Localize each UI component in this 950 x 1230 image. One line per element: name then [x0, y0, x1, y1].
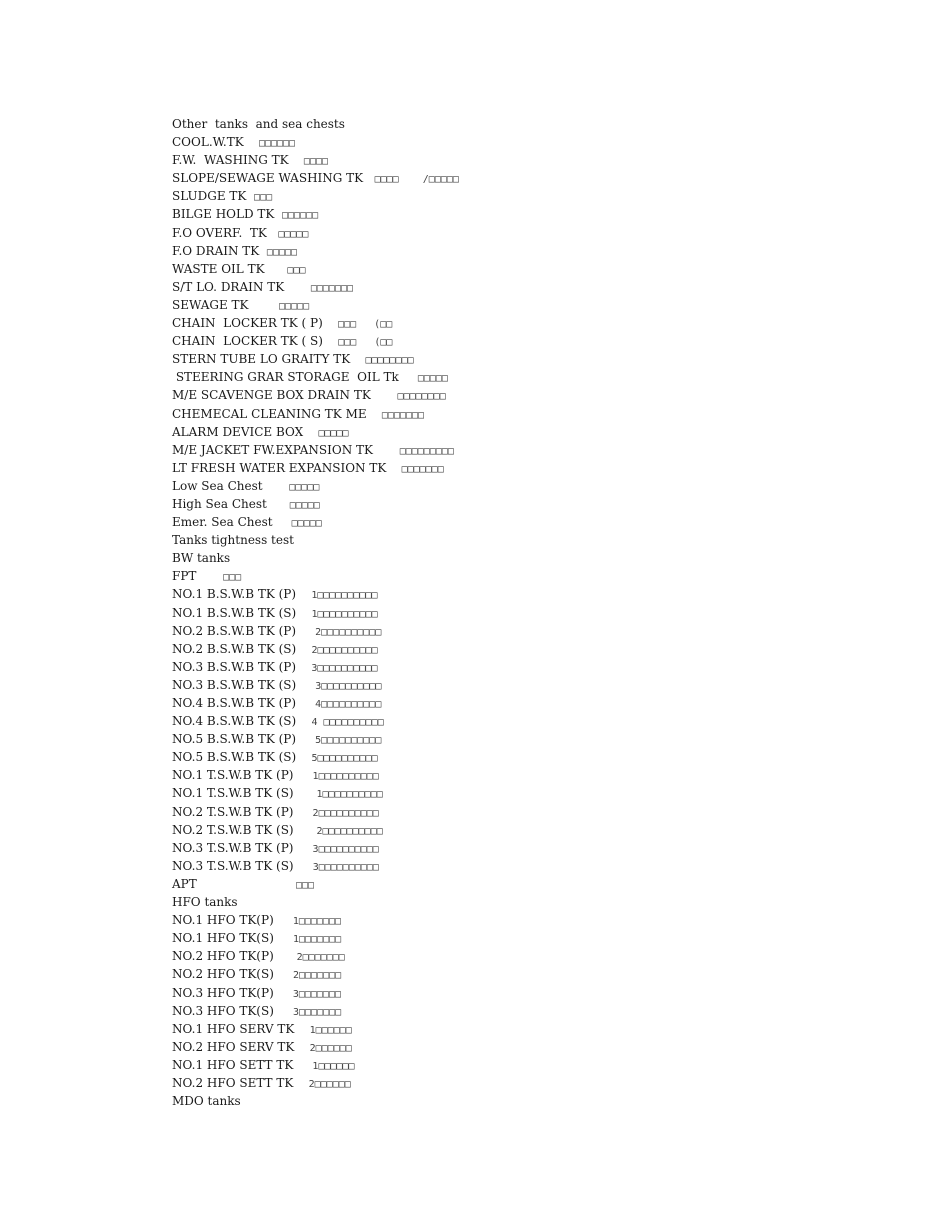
- tank-local-label: □□□□□: [278, 228, 309, 240]
- spacer: [296, 587, 311, 601]
- spacer: [367, 407, 382, 421]
- tank-local-label: □□□ (□□: [338, 319, 393, 331]
- tank-local-label: 1□□□□□□□: [292, 934, 342, 946]
- spacer: [296, 660, 311, 674]
- tank-row: [172, 839, 459, 857]
- tank-row: [172, 278, 459, 296]
- tank-local-label: 4□□□□□□□□□□: [315, 699, 382, 710]
- tank-local-label: 4 □□□□□□□□□□: [311, 717, 384, 729]
- tank-local-label: □□□□□: [266, 246, 298, 258]
- tank-name: NO.2 T.S.W.B TK (S): [172, 822, 294, 837]
- tank-local-label: □□□□□: [417, 373, 448, 385]
- tank-name: NO.2 B.S.W.B TK (P): [172, 623, 297, 638]
- spacer: [323, 334, 338, 348]
- tank-row: [172, 441, 459, 459]
- tank-name: CHEMECAL CLEANING TK ME: [172, 406, 367, 421]
- tank-local-label: □□□□□: [289, 499, 320, 511]
- tank-name: NO.3 T.S.W.B TK (S): [172, 858, 294, 873]
- tank-local-label: □□□□ /□□□□□: [374, 174, 459, 186]
- spacer: [399, 370, 418, 384]
- tank-local-label: 5□□□□□□□□□□: [311, 753, 378, 765]
- tank-name: BILGE HOLD TK: [172, 207, 275, 222]
- tank-name: NO.1 HFO TK(P): [172, 913, 274, 928]
- tank-local-label: □□□□□□: [258, 138, 296, 150]
- tank-local-label: 3□□□□□□□□□□: [312, 843, 379, 855]
- spacer: [296, 624, 315, 638]
- tank-name: NO.3 B.S.W.B TK (P): [172, 659, 297, 674]
- tank-name: COOL.W.TK: [172, 135, 244, 150]
- tank-row: [172, 766, 459, 784]
- tank-name: NO.1 HFO SETT TK: [172, 1057, 294, 1072]
- spacer: [293, 1058, 312, 1072]
- spacer: [303, 425, 318, 439]
- tank-local-label: □□□□□□□: [381, 409, 425, 421]
- spacer: [274, 1004, 293, 1018]
- tank-name: NO.1 B.S.W.B TK (S): [172, 605, 297, 620]
- tank-row: [172, 133, 459, 151]
- tank-row: [172, 929, 459, 947]
- tank-local-label: □□□□□□□□: [365, 355, 414, 367]
- tank-row: [172, 965, 459, 983]
- tank-row: [172, 187, 459, 205]
- tank-name: Emer. Sea Chest: [172, 515, 273, 530]
- tank-local-label: □□□□□□□□: [397, 391, 446, 403]
- spacer: [296, 696, 315, 710]
- spacer: [363, 171, 374, 185]
- tank-local-label: □□□ (□□: [338, 337, 393, 349]
- spacer: [274, 949, 297, 963]
- tank-name: LT FRESH WATER EXPANSION TK: [172, 460, 387, 475]
- spacer: [274, 913, 293, 927]
- spacer: [294, 859, 313, 873]
- tank-row: [172, 622, 459, 640]
- spacer: [386, 461, 401, 475]
- tank-name: NO.5 B.S.W.B TK (P): [172, 732, 297, 747]
- tank-local-label: 2□□□□□□□: [292, 970, 342, 982]
- spacer: [293, 1076, 308, 1090]
- tank-row: [172, 857, 459, 875]
- tank-row: [172, 784, 459, 802]
- spacer: [265, 262, 288, 276]
- section-heading: [172, 115, 459, 133]
- spacer: [294, 1022, 309, 1036]
- tank-row: [172, 1002, 459, 1020]
- tank-row: [172, 640, 459, 658]
- tank-name: F.O DRAIN TK: [172, 243, 260, 258]
- tank-name: NO.3 HFO TK(P): [172, 985, 274, 1000]
- spacer: [294, 823, 317, 837]
- tank-local-label: 3□□□□□□□: [292, 1006, 342, 1018]
- heading-text: MDO tanks: [172, 1094, 241, 1109]
- tank-name: High Sea Chest: [172, 496, 267, 511]
- tank-name: NO.2 HFO TK(P): [172, 949, 274, 964]
- spacer: [293, 841, 312, 855]
- tank-name: NO.1 T.S.W.B TK (S): [172, 786, 294, 801]
- spacer: [259, 244, 267, 258]
- spacer: [274, 986, 293, 1000]
- tank-list: [172, 115, 459, 1110]
- tank-local-label: 3□□□□□□□□□□: [312, 861, 379, 873]
- tank-row: [172, 224, 459, 242]
- tank-row: [172, 1056, 459, 1074]
- spacer: [296, 678, 315, 692]
- tank-local-label: 2□□□□□□□: [296, 952, 345, 964]
- tank-name: SLOPE/SEWAGE WASHING TK: [172, 171, 364, 186]
- tank-local-label: 2□□□□□□□□□□: [311, 644, 378, 656]
- spacer: [296, 732, 315, 746]
- tank-name: NO.2 HFO SERV TK: [172, 1039, 295, 1054]
- spacer: [267, 497, 290, 511]
- tank-name: Low Sea Chest: [172, 478, 263, 493]
- tank-row: [172, 368, 459, 386]
- tank-local-label: 2□□□□□□□□□□: [316, 825, 383, 837]
- tank-row: [172, 169, 459, 187]
- tank-name: NO.3 T.S.W.B TK (P): [172, 840, 294, 855]
- spacer: [294, 786, 317, 800]
- spacer: [274, 931, 293, 945]
- tank-name: S/T LO. DRAIN TK: [172, 279, 285, 294]
- spacer: [296, 642, 311, 656]
- spacer: [350, 352, 365, 366]
- tank-local-label: 5□□□□□□□□□□: [315, 735, 382, 747]
- tank-local-label: □□□: [223, 572, 242, 584]
- tank-row: [172, 911, 459, 929]
- tank-name: APT: [172, 876, 197, 891]
- tank-local-label: □□□□□: [289, 481, 320, 493]
- tank-local-label: □□□□□□□: [310, 282, 354, 294]
- tank-row: [172, 658, 459, 676]
- spacer: [293, 805, 312, 819]
- tank-name: NO.4 B.S.W.B TK (P): [172, 696, 297, 710]
- tank-row: [172, 513, 459, 531]
- tank-local-label: 1□□□□□□□: [292, 916, 341, 928]
- tank-name: NO.5 B.S.W.B TK (S): [172, 750, 297, 765]
- tank-row: [172, 984, 459, 1002]
- tank-name: NO.4 B.S.W.B TK (S): [172, 714, 297, 729]
- tank-local-label: 2□□□□□□: [308, 1078, 351, 1090]
- tank-local-label: □□□□□□: [282, 210, 319, 222]
- tank-name: SLUDGE TK: [172, 189, 247, 204]
- tank-row: [172, 748, 459, 766]
- tank-name: M/E SCAVENGE BOX DRAIN TK: [172, 388, 371, 403]
- tank-name: STEERING GRAR STORAGE OIL Tk: [172, 370, 399, 385]
- tank-row: [172, 694, 459, 712]
- tank-row: [172, 296, 459, 314]
- heading-text: Other tanks and sea chests: [172, 117, 345, 131]
- tank-row: [172, 604, 459, 622]
- tank-local-label: □□□□□□□□□: [399, 445, 454, 457]
- tank-local-label: 3□□□□□□□□□□: [315, 680, 382, 692]
- tank-local-label: □□□□□: [318, 427, 349, 439]
- tank-local-label: 2□□□□□□: [309, 1042, 352, 1054]
- tank-row: [172, 314, 459, 332]
- tank-name: NO.1 B.S.W.B TK (P): [172, 587, 297, 602]
- spacer: [323, 316, 338, 330]
- tank-row: [172, 821, 459, 839]
- tank-name: CHAIN LOCKER TK ( S): [172, 334, 323, 349]
- spacer: [197, 877, 296, 891]
- spacer: [274, 967, 293, 981]
- tank-row: [172, 676, 459, 694]
- tank-local-label: 1□□□□□□: [312, 1060, 355, 1072]
- tank-row: [172, 242, 459, 260]
- spacer: [273, 515, 292, 529]
- section-heading: [172, 531, 459, 549]
- spacer: [373, 443, 400, 457]
- spacer: [289, 153, 304, 167]
- tank-local-label: □□□□□: [279, 300, 310, 312]
- spacer: [274, 207, 282, 221]
- spacer: [267, 226, 278, 240]
- tank-name: F.O OVERF. TK: [172, 225, 267, 240]
- tank-local-label: □□□: [295, 879, 314, 891]
- tank-row: [172, 260, 459, 278]
- tank-name: NO.2 HFO TK(S): [172, 967, 274, 982]
- section-heading: [172, 1092, 459, 1110]
- section-heading: [172, 893, 459, 911]
- heading-text: HFO tanks: [172, 895, 238, 910]
- tank-row: [172, 477, 459, 495]
- tank-local-label: 2□□□□□□□□□□: [315, 626, 382, 638]
- tank-row: [172, 730, 459, 748]
- spacer: [296, 714, 311, 728]
- spacer: [371, 388, 398, 402]
- tank-row: [172, 875, 459, 893]
- spacer: [196, 569, 223, 583]
- tank-row: [172, 803, 459, 821]
- heading-text: BW tanks: [172, 551, 231, 566]
- tank-name: M/E JACKET FW.EXPANSION TK: [172, 442, 374, 457]
- tank-row: [172, 1038, 459, 1056]
- tank-row: [172, 151, 459, 169]
- spacer: [263, 479, 290, 493]
- tank-row: [172, 423, 459, 441]
- spacer: [293, 768, 312, 782]
- tank-name: NO.3 B.S.W.B TK (S): [172, 677, 297, 692]
- tank-name: SEWAGE TK: [172, 297, 249, 312]
- tank-row: [172, 205, 459, 223]
- tank-name: NO.2 T.S.W.B TK (P): [172, 804, 294, 819]
- spacer: [296, 750, 311, 764]
- tank-row: [172, 1074, 459, 1092]
- tank-name: F.W. WASHING TK: [172, 153, 289, 168]
- tank-row: [172, 459, 459, 477]
- section-heading: [172, 549, 459, 567]
- heading-text: Tanks tightness test: [172, 533, 294, 548]
- tank-row: [172, 495, 459, 513]
- tank-row: [172, 1020, 459, 1038]
- tank-local-label: □□□: [287, 264, 306, 276]
- tank-name: FPT: [172, 569, 197, 584]
- tank-name: NO.2 HFO SETT TK: [172, 1075, 294, 1090]
- tank-row: [172, 585, 459, 603]
- tank-local-label: □□□□: [303, 156, 329, 168]
- tank-local-label: □□□□□□□: [401, 463, 444, 475]
- tank-local-label: 1□□□□□□: [309, 1024, 352, 1036]
- spacer: [246, 189, 254, 203]
- tank-local-label: 1□□□□□□□□□□: [312, 771, 379, 783]
- tank-local-label: 1□□□□□□□□□□: [311, 590, 378, 602]
- tank-local-label: 2□□□□□□□□□□: [312, 807, 379, 819]
- tank-name: NO.3 HFO TK(S): [172, 1003, 274, 1018]
- tank-row: [172, 567, 459, 585]
- spacer: [284, 280, 311, 294]
- spacer: [244, 135, 259, 149]
- tank-name: CHAIN LOCKER TK ( P): [172, 316, 323, 331]
- spacer: [294, 1040, 309, 1054]
- tank-name: NO.1 HFO TK(S): [172, 931, 274, 946]
- tank-row: [172, 386, 459, 404]
- tank-name: ALARM DEVICE BOX: [172, 424, 304, 439]
- tank-local-label: 1□□□□□□□□□□: [316, 789, 383, 801]
- tank-local-label: □□□: [254, 192, 273, 204]
- spacer: [249, 298, 280, 312]
- tank-name: STERN TUBE LO GRAITY TK: [172, 352, 351, 367]
- tank-row: [172, 405, 459, 423]
- tank-name: WASTE OIL TK: [172, 261, 265, 276]
- tank-row: [172, 947, 459, 965]
- tank-local-label: 3□□□□□□□: [292, 988, 341, 1000]
- tank-local-label: 1□□□□□□□□□□: [311, 608, 378, 620]
- tank-name: NO.1 T.S.W.B TK (P): [172, 768, 294, 783]
- tank-local-label: □□□□□: [291, 518, 322, 530]
- tank-name: NO.2 B.S.W.B TK (S): [172, 641, 297, 656]
- tank-local-label: 3□□□□□□□□□□: [311, 662, 378, 674]
- tank-name: NO.1 HFO SERV TK: [172, 1021, 295, 1036]
- tank-row: [172, 350, 459, 368]
- tank-row: [172, 332, 459, 350]
- spacer: [296, 606, 311, 620]
- tank-row: [172, 712, 459, 730]
